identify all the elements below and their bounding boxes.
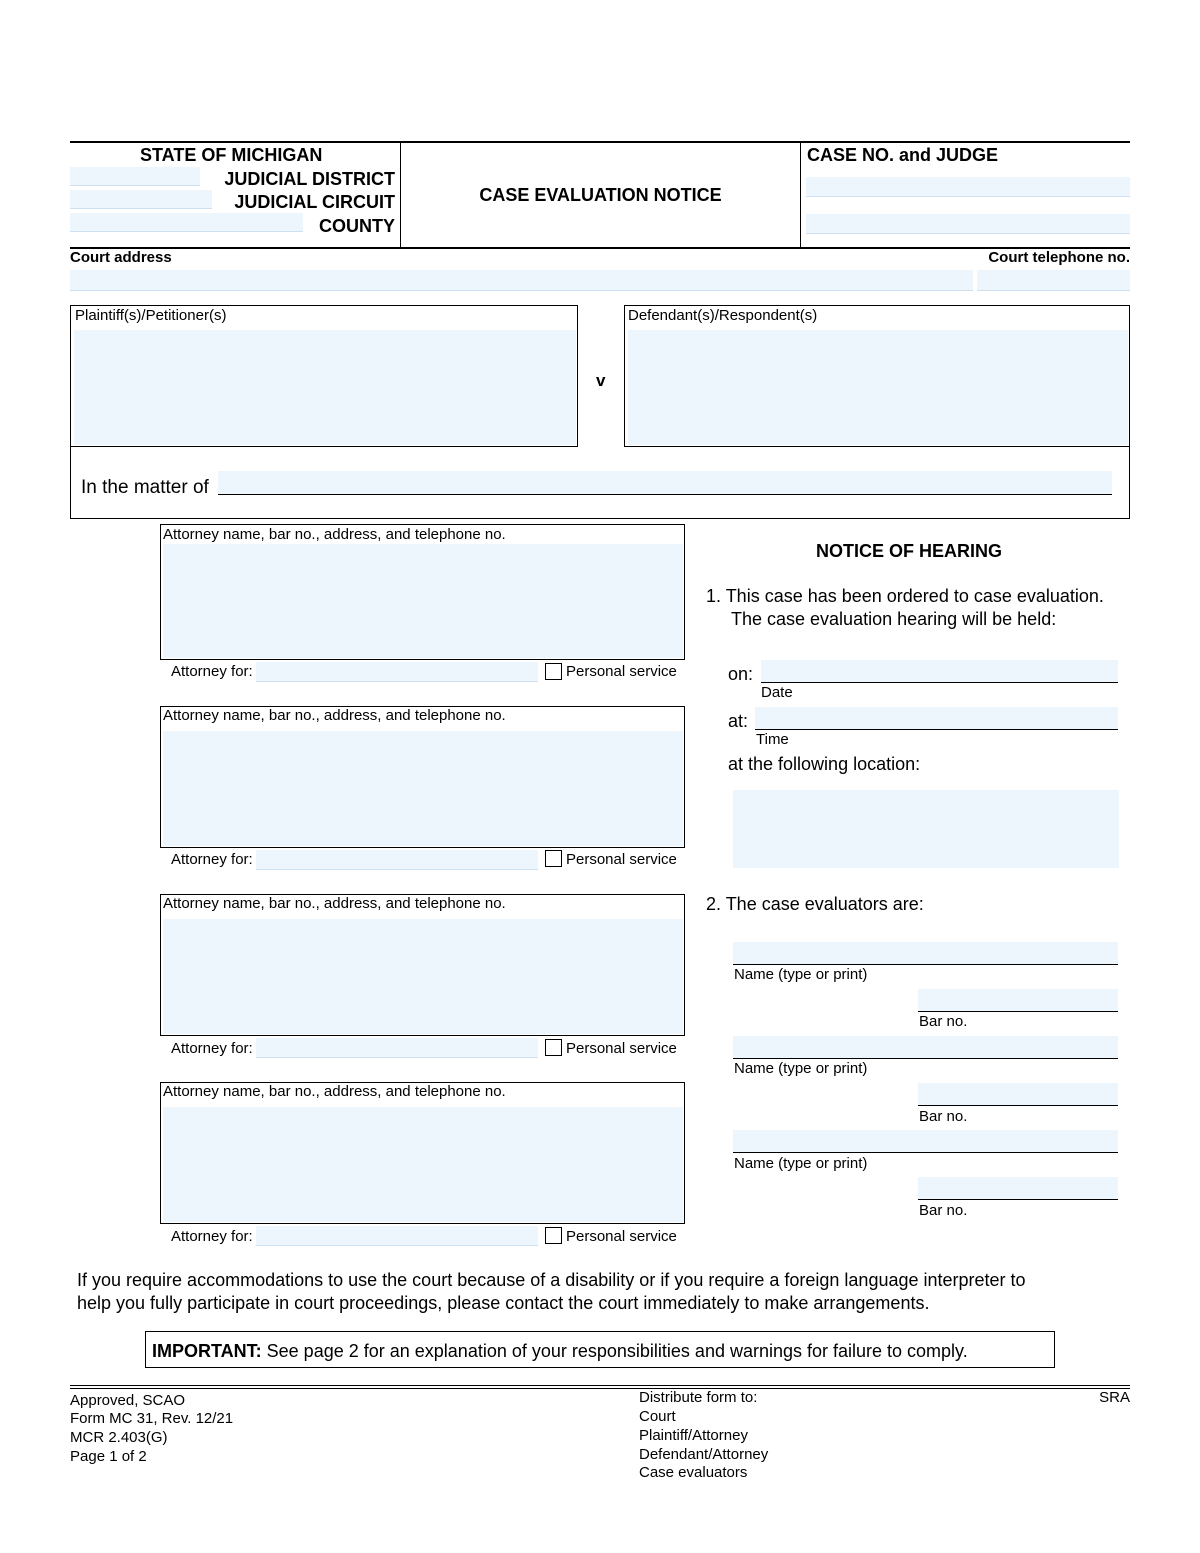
plaintiff-input[interactable] bbox=[74, 330, 576, 445]
hearing-item-1-line-2: The case evaluation hearing will be held: bbox=[731, 609, 1057, 629]
at-label: at: bbox=[728, 711, 749, 731]
evaluator-name-input-3[interactable] bbox=[733, 1130, 1118, 1153]
distribute-item: Case evaluators bbox=[639, 1464, 748, 1481]
attorney-box-label-2: Attorney name, bar no., address, and telephone no. bbox=[163, 707, 506, 724]
attorney-for-label-1: Attorney for: bbox=[171, 663, 253, 680]
attorney-for-label-3: Attorney for: bbox=[171, 1040, 253, 1057]
footer-page-number: Page 1 of 2 bbox=[70, 1448, 147, 1465]
plaintiff-label: Plaintiff(s)/Petitioner(s) bbox=[75, 307, 227, 324]
footer-mcr: MCR 2.403(G) bbox=[70, 1429, 168, 1446]
date-label: Date bbox=[761, 684, 793, 701]
header-divider-right bbox=[800, 142, 801, 248]
personal-service-checkbox-1[interactable] bbox=[545, 663, 562, 680]
attorney-input-4[interactable] bbox=[163, 1107, 683, 1222]
county-input[interactable] bbox=[70, 213, 303, 232]
judicial-district-label: JUDICIAL DISTRICT bbox=[224, 169, 395, 189]
versus-label: v bbox=[596, 371, 606, 390]
attorney-input-3[interactable] bbox=[163, 919, 683, 1034]
case-no-input[interactable] bbox=[806, 177, 1130, 197]
distribute-item: Court bbox=[639, 1408, 676, 1425]
distribute-title: Distribute form to: bbox=[639, 1389, 758, 1406]
attorney-for-input-2[interactable] bbox=[256, 850, 538, 870]
circuit-input[interactable] bbox=[70, 190, 212, 209]
personal-service-checkbox-2[interactable] bbox=[545, 850, 562, 867]
personal-service-label-3: Personal service bbox=[566, 1040, 677, 1057]
court-telephone-input[interactable] bbox=[977, 270, 1130, 291]
defendant-label: Defendant(s)/Respondent(s) bbox=[628, 307, 818, 324]
notice-of-hearing-title: NOTICE OF HEARING bbox=[816, 541, 1003, 561]
important-label: IMPORTANT: bbox=[152, 1341, 262, 1361]
evaluator-bar-input-2[interactable] bbox=[918, 1083, 1118, 1106]
on-label: on: bbox=[728, 664, 754, 684]
court-address-input[interactable] bbox=[70, 270, 973, 291]
evaluator-name-label-3: Name (type or print) bbox=[734, 1155, 868, 1172]
distribute-item: Plaintiff/Attorney bbox=[639, 1427, 748, 1444]
evaluator-bar-label-1: Bar no. bbox=[919, 1013, 968, 1030]
footer-rule-1 bbox=[70, 1385, 1130, 1386]
location-label: at the following location: bbox=[728, 754, 921, 774]
attorney-input-2[interactable] bbox=[163, 731, 683, 846]
case-no-judge-label: CASE NO. and JUDGE bbox=[807, 145, 999, 165]
attorney-for-input-3[interactable] bbox=[256, 1038, 538, 1058]
hearing-time-input[interactable] bbox=[755, 707, 1118, 730]
hearing-item-1-line-1: 1. This case has been ordered to case evaluation. bbox=[706, 586, 1104, 606]
district-input[interactable] bbox=[70, 167, 200, 186]
footer-code: SRA bbox=[1099, 1389, 1130, 1406]
personal-service-label-4: Personal service bbox=[566, 1228, 677, 1245]
important-text bbox=[152, 1341, 968, 1362]
court-address-label: Court address bbox=[70, 249, 172, 266]
personal-service-checkbox-4[interactable] bbox=[545, 1227, 562, 1244]
evaluator-name-label-2: Name (type or print) bbox=[734, 1060, 868, 1077]
personal-service-label-1: Personal service bbox=[566, 663, 677, 680]
personal-service-checkbox-3[interactable] bbox=[545, 1039, 562, 1056]
evaluator-name-input-2[interactable] bbox=[733, 1036, 1118, 1059]
important-message: See page 2 for an explanation of your responsibilities and warnings for failure to comply. bbox=[261, 1341, 968, 1361]
footer-form-number: Form MC 31, Rev. 12/21 bbox=[70, 1410, 234, 1427]
state-title: STATE OF MICHIGAN bbox=[140, 145, 323, 165]
court-telephone-label: Court telephone no. bbox=[988, 249, 1130, 266]
evaluator-name-label-1: Name (type or print) bbox=[734, 966, 868, 983]
time-label: Time bbox=[756, 731, 789, 748]
attorney-box-label-3: Attorney name, bar no., address, and telephone no. bbox=[163, 895, 506, 912]
attorney-box-label-4: Attorney name, bar no., address, and telephone no. bbox=[163, 1083, 506, 1100]
evaluator-bar-input-3[interactable] bbox=[918, 1177, 1118, 1200]
attorney-for-label-4: Attorney for: bbox=[171, 1228, 253, 1245]
accommodations-line-1: If you require accommodations to use the court because of a disability or if you require a foreign language interpreter to bbox=[77, 1270, 1026, 1290]
hearing-date-input[interactable] bbox=[761, 660, 1118, 683]
hearing-location-input[interactable] bbox=[733, 790, 1119, 868]
attorney-for-input-4[interactable] bbox=[256, 1226, 538, 1246]
attorney-for-label-2: Attorney for: bbox=[171, 851, 253, 868]
attorney-input-1[interactable] bbox=[163, 544, 683, 658]
attorney-for-input-1[interactable] bbox=[256, 662, 538, 682]
footer-approved: Approved, SCAO bbox=[70, 1392, 186, 1409]
evaluator-bar-label-3: Bar no. bbox=[919, 1202, 968, 1219]
distribute-item: Defendant/Attorney bbox=[639, 1446, 769, 1463]
matter-input[interactable] bbox=[218, 471, 1112, 495]
attorney-box-label-1: Attorney name, bar no., address, and telephone no. bbox=[163, 526, 506, 543]
county-label: COUNTY bbox=[319, 216, 395, 236]
evaluator-bar-label-2: Bar no. bbox=[919, 1108, 968, 1125]
evaluator-name-input-1[interactable] bbox=[733, 942, 1118, 965]
matter-label: In the matter of bbox=[81, 477, 209, 498]
evaluator-bar-input-1[interactable] bbox=[918, 989, 1118, 1012]
header-top-rule bbox=[70, 141, 1130, 143]
accommodations-line-2: help you fully participate in court proceedings, please contact the court immediately to make arrangements. bbox=[77, 1293, 930, 1313]
judge-input[interactable] bbox=[806, 214, 1130, 234]
hearing-item-2: 2. The case evaluators are: bbox=[706, 894, 924, 914]
header-bottom-rule bbox=[70, 247, 1130, 249]
form-title: CASE EVALUATION NOTICE bbox=[479, 185, 722, 205]
judicial-circuit-label: JUDICIAL CIRCUIT bbox=[234, 192, 395, 212]
defendant-input[interactable] bbox=[628, 330, 1128, 445]
personal-service-label-2: Personal service bbox=[566, 851, 677, 868]
footer-rule-2 bbox=[70, 1388, 1130, 1389]
